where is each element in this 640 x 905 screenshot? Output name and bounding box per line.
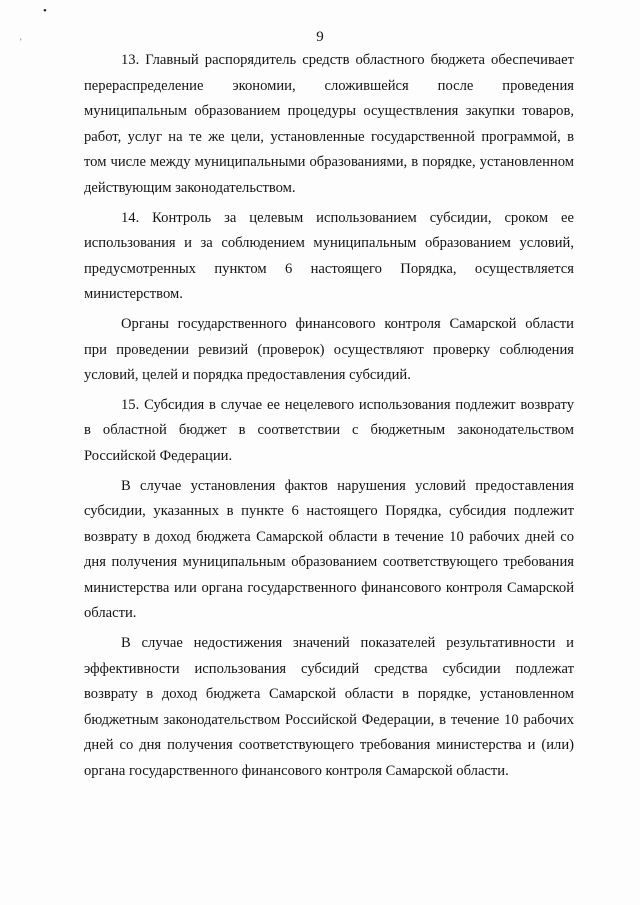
scan-speck-mark: ' [20, 37, 22, 47]
paragraph-15: 15. Субсидия в случае ее нецелевого использования подлежит возврату в областной бюджет в соответствии с бюджетным законодательством Российской Федерации. [84, 396, 574, 464]
paragraph-violation-return: В случае установления фактов нарушения условий предоставления субсидии, указанных в пункте 6 настоящего Порядка, субсидия подлежит возврату в доход бюджета Самарской области в течение 10 рабочих дней со дня получения муниципальным образованием соответствующего требования министерства или органа государственного финансового контроля Самарской области. [84, 477, 574, 622]
paragraph-indicators-return: В случае недостижения значений показателей результативности и эффективности использования субсидий средства субсидии подлежат возврату в доход бюджета Самарской области в порядке, установленном бюджетным законодательством Российской Федерации, в течение 10 рабочих дней со дня получения соответствующего требования министерства и (или) органа государственного финансового контроля Самарской области. [84, 635, 574, 780]
page-number: 9 [316, 29, 324, 45]
paragraph-14: 14. Контроль за целевым использованием субсидии, сроком ее использования и за соблюдением муниципальным образованием условий, предусмотренных пунктом 6 настоящего Порядка, осуществляется министерством. [84, 209, 574, 303]
document-body [84, 48, 574, 785]
paragraph-13: 13. Главный распорядитель средств областного бюджета обеспечивает перераспределение экономии, сложившейся после проведения муниципальным образованием процедуры осуществления закупки товаров, работ, услуг на те же цели, установленные государственной программой, в том числе между муниципальными образованиями, в порядке, установленном действующим законодательством. [84, 52, 574, 196]
scan-speck-mark: • [43, 5, 47, 17]
paragraph-financial-control: Органы государственного финансового контроля Самарской области при проведении ревизий (проверок) осуществляют проверку соблюдения условий, целей и порядка предоставления субсидий. [84, 315, 574, 384]
